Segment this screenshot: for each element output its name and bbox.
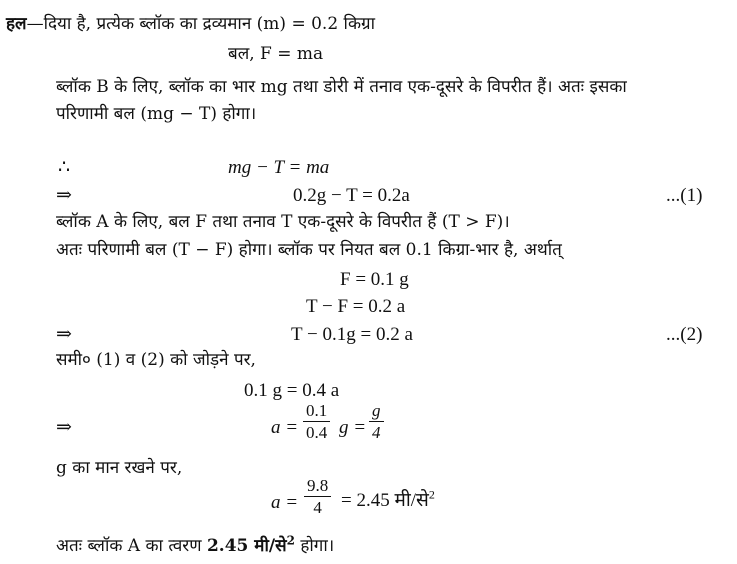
g-value-note: g का मान रखने पर, (56, 458, 183, 478)
fraction-denominator: 4 (313, 498, 322, 517)
equation-sum: 0.1 g = 0.4 a (244, 380, 340, 401)
implies-symbol-2: ⇒ (56, 324, 72, 345)
implies-symbol-3: ⇒ (56, 417, 72, 438)
fraction-0.1-over-0.4 (303, 402, 330, 441)
block-a-line-2: अतः परिणामी बल (T − F) होगा। ब्लॉक पर नियत बल 0.1 किग्रा-भार है, अर्थात् (56, 240, 562, 260)
equation-t-minus-f: T − F = 0.2 a (306, 296, 406, 317)
block-a-line-1: ब्लॉक A के लिए, बल F तथा तनाव T एक-दूसरे के विपरीत हैं (T > F)। (56, 212, 510, 232)
conclusion-value (206, 533, 295, 556)
equation-2-tag: ...(2) (666, 324, 703, 345)
therefore-symbol: ∴ (58, 157, 71, 178)
conclusion-exponent: 2 (286, 533, 295, 548)
conclusion-text: अतः ब्लॉक A का त्वरण (56, 536, 202, 556)
fraction-numerator: 9.8 (304, 477, 331, 497)
block-b-line-1: ब्लॉक B के लिए, ब्लॉक का भार mg तथा डोरी में तनाव एक-दूसरे के विपरीत हैं। अतः इसका (56, 77, 627, 97)
fraction-g-over-4 (369, 402, 384, 441)
fraction-numerator: 0.1 (303, 402, 330, 422)
final-lhs: a = (271, 492, 299, 513)
acceleration-mid: g = (339, 417, 367, 438)
equation-1-tag: ...(1) (666, 185, 703, 206)
conclusion-line (56, 533, 335, 556)
final-result-exponent: 2 (428, 487, 435, 502)
block-b-line-2: परिणामी बल (mg − T) होगा। (56, 104, 257, 124)
adding-equations-note: समी० (1) व (2) को जोड़ने पर, (56, 350, 256, 370)
given-text: दिया है, प्रत्येक ब्लॉक का द्रव्यमान (m) = 0.2 किग्रा (43, 14, 376, 34)
solution-dash: — (26, 14, 44, 34)
fraction-denominator: 4 (372, 423, 381, 442)
implies-symbol-1: ⇒ (56, 185, 72, 206)
equation-1: 0.2g − T = 0.2a (293, 185, 410, 206)
acceleration-lhs: a = (271, 417, 299, 438)
fraction-denominator: 0.4 (306, 423, 328, 442)
solution-intro-line (6, 16, 375, 33)
equation-force: F = 0.1 g (340, 269, 409, 290)
equation-b: mg − T = ma (228, 157, 330, 178)
final-result-value: = 2.45 मी/से (341, 490, 429, 511)
fraction-numerator: g (369, 402, 384, 422)
equation-2: T − 0.1g = 0.2 a (291, 324, 413, 345)
fraction-9.8-over-4 (304, 477, 331, 516)
force-definition: बल, F = ma (228, 44, 324, 64)
conclusion-tail: होगा। (300, 536, 335, 556)
final-result (341, 487, 435, 511)
conclusion-value-text: 2.45 मी/से (206, 536, 287, 556)
solution-label: हल (6, 14, 27, 34)
